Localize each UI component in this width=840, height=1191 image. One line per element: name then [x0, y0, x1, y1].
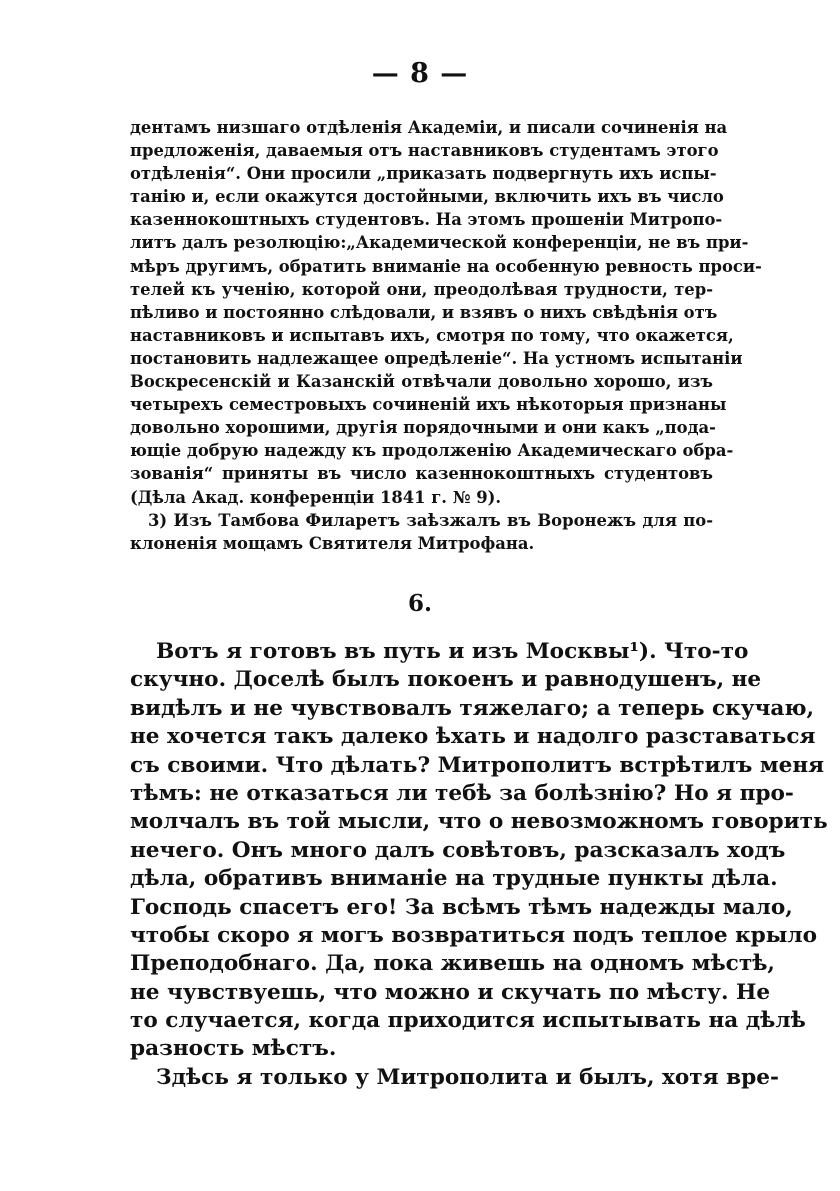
footnote-line: отдѣленія“. Они просили „приказать подвергнуть ихъ испы-: [130, 164, 717, 184]
text-line: нечего. Онъ много далъ совѣтовъ, разсказалъ ходъ: [130, 837, 786, 863]
text-line: Преподобнаго. Да, пока живешь на одномъ мѣстѣ,: [130, 951, 775, 977]
text-line: тѣмъ: не отказаться ли тебѣ за болѣзнію? Но я про-: [130, 780, 794, 806]
text-line: Вотъ я готовъ въ путь и изъ Москвы¹). Что-то: [156, 639, 749, 664]
footnote-line: дентамъ низшаго отдѣленія Академіи, и писали сочиненія на: [130, 118, 728, 137]
text-line: молчалъ въ той мысли, что о невозможномъ говорить: [130, 809, 828, 835]
text-line: видѣлъ и не чувствовалъ тяжелаго; а теперь скучаю,: [130, 695, 815, 721]
main-text-block: [130, 638, 828, 1092]
footnote-line: мѣръ другимъ, обратить вниманіе на особенную ревность проси-: [130, 256, 762, 276]
footnote-line: (Дѣла Акад. конференціи 1841 г. № 9).: [130, 487, 502, 507]
footnote-line: четырехъ семестровыхъ сочиненій ихъ нѣкоторыя признаны: [130, 395, 727, 415]
footnote-line: литъ далъ резолюцію:„Академической конференціи, не въ при-: [130, 233, 749, 253]
footnote-line: казеннокоштныхъ студентовъ. На этомъ прошеніи Митропо-: [130, 210, 723, 230]
footnote-line: телей къ ученію, которой они, преодолѣвая трудности, тер-: [130, 279, 713, 299]
footnote-line: 3) Изъ Тамбова Филаретъ заѣзжалъ въ Воронежъ для по-: [148, 510, 713, 530]
text-line: то случается, когда приходится испытывать на дѣлѣ: [130, 1008, 806, 1034]
footnote-line: Воскресенскій и Казанскій отвѣчали довольно хорошо, изъ: [130, 372, 713, 392]
footnote-line: зованія“ приняты въ число казеннокоштныхъ студентовъ: [130, 464, 713, 484]
footnote-line: пѣливо и постоянно слѣдовали, и взявъ о нихъ свѣдѣнія отъ: [130, 302, 718, 322]
footnote-line: ющіе добрую надежду къ продолженію Академическаго обра-: [130, 441, 734, 461]
text-line: не чувствуешь, что можно и скучать по мѣсту. Не: [130, 979, 771, 1005]
text-line: разность мѣстъ.: [130, 1036, 337, 1062]
footnote-line: довольно хорошими, другія порядочными и они какъ „пода-: [130, 418, 716, 438]
text-line: Здѣсь я только у Митрополита и былъ, хотя вре-: [156, 1064, 779, 1090]
text-line: Господь спасетъ его! За всѣмъ тѣмъ надежды мало,: [130, 894, 793, 920]
footnote-line: предложенія, даваемыя отъ наставниковъ студентамъ этого: [130, 141, 719, 161]
footnote-line: танію и, если окажутся достойными, включить ихъ въ число: [130, 187, 724, 207]
footnote-line: наставниковъ и испытавъ ихъ, смотря по тому, что окажется,: [130, 325, 734, 345]
text-line: чтобы скоро я могъ возвратиться подъ теплое крыло: [130, 922, 818, 948]
footnote-line: постановить надлежащее опредѣленіе“. На устномъ испытаніи: [130, 348, 743, 368]
page-number: — 8 —: [371, 58, 469, 89]
section-number: 6.: [407, 590, 432, 617]
text-line: дѣла, обративъ вниманіе на трудные пункты дѣла.: [130, 866, 778, 892]
text-line: скучно. Доселѣ былъ покоенъ и равнодушенъ, не: [130, 667, 762, 693]
footnote-line: клоненія мощамъ Святителя Митрофана.: [130, 533, 535, 553]
text-line: съ своими. Что дѣлать? Митрополитъ встрѣтилъ меня: [130, 752, 825, 778]
text-line: не хочется такъ далеко ѣхать и надолго разставаться: [130, 724, 816, 750]
footnotes-block: [130, 116, 762, 555]
